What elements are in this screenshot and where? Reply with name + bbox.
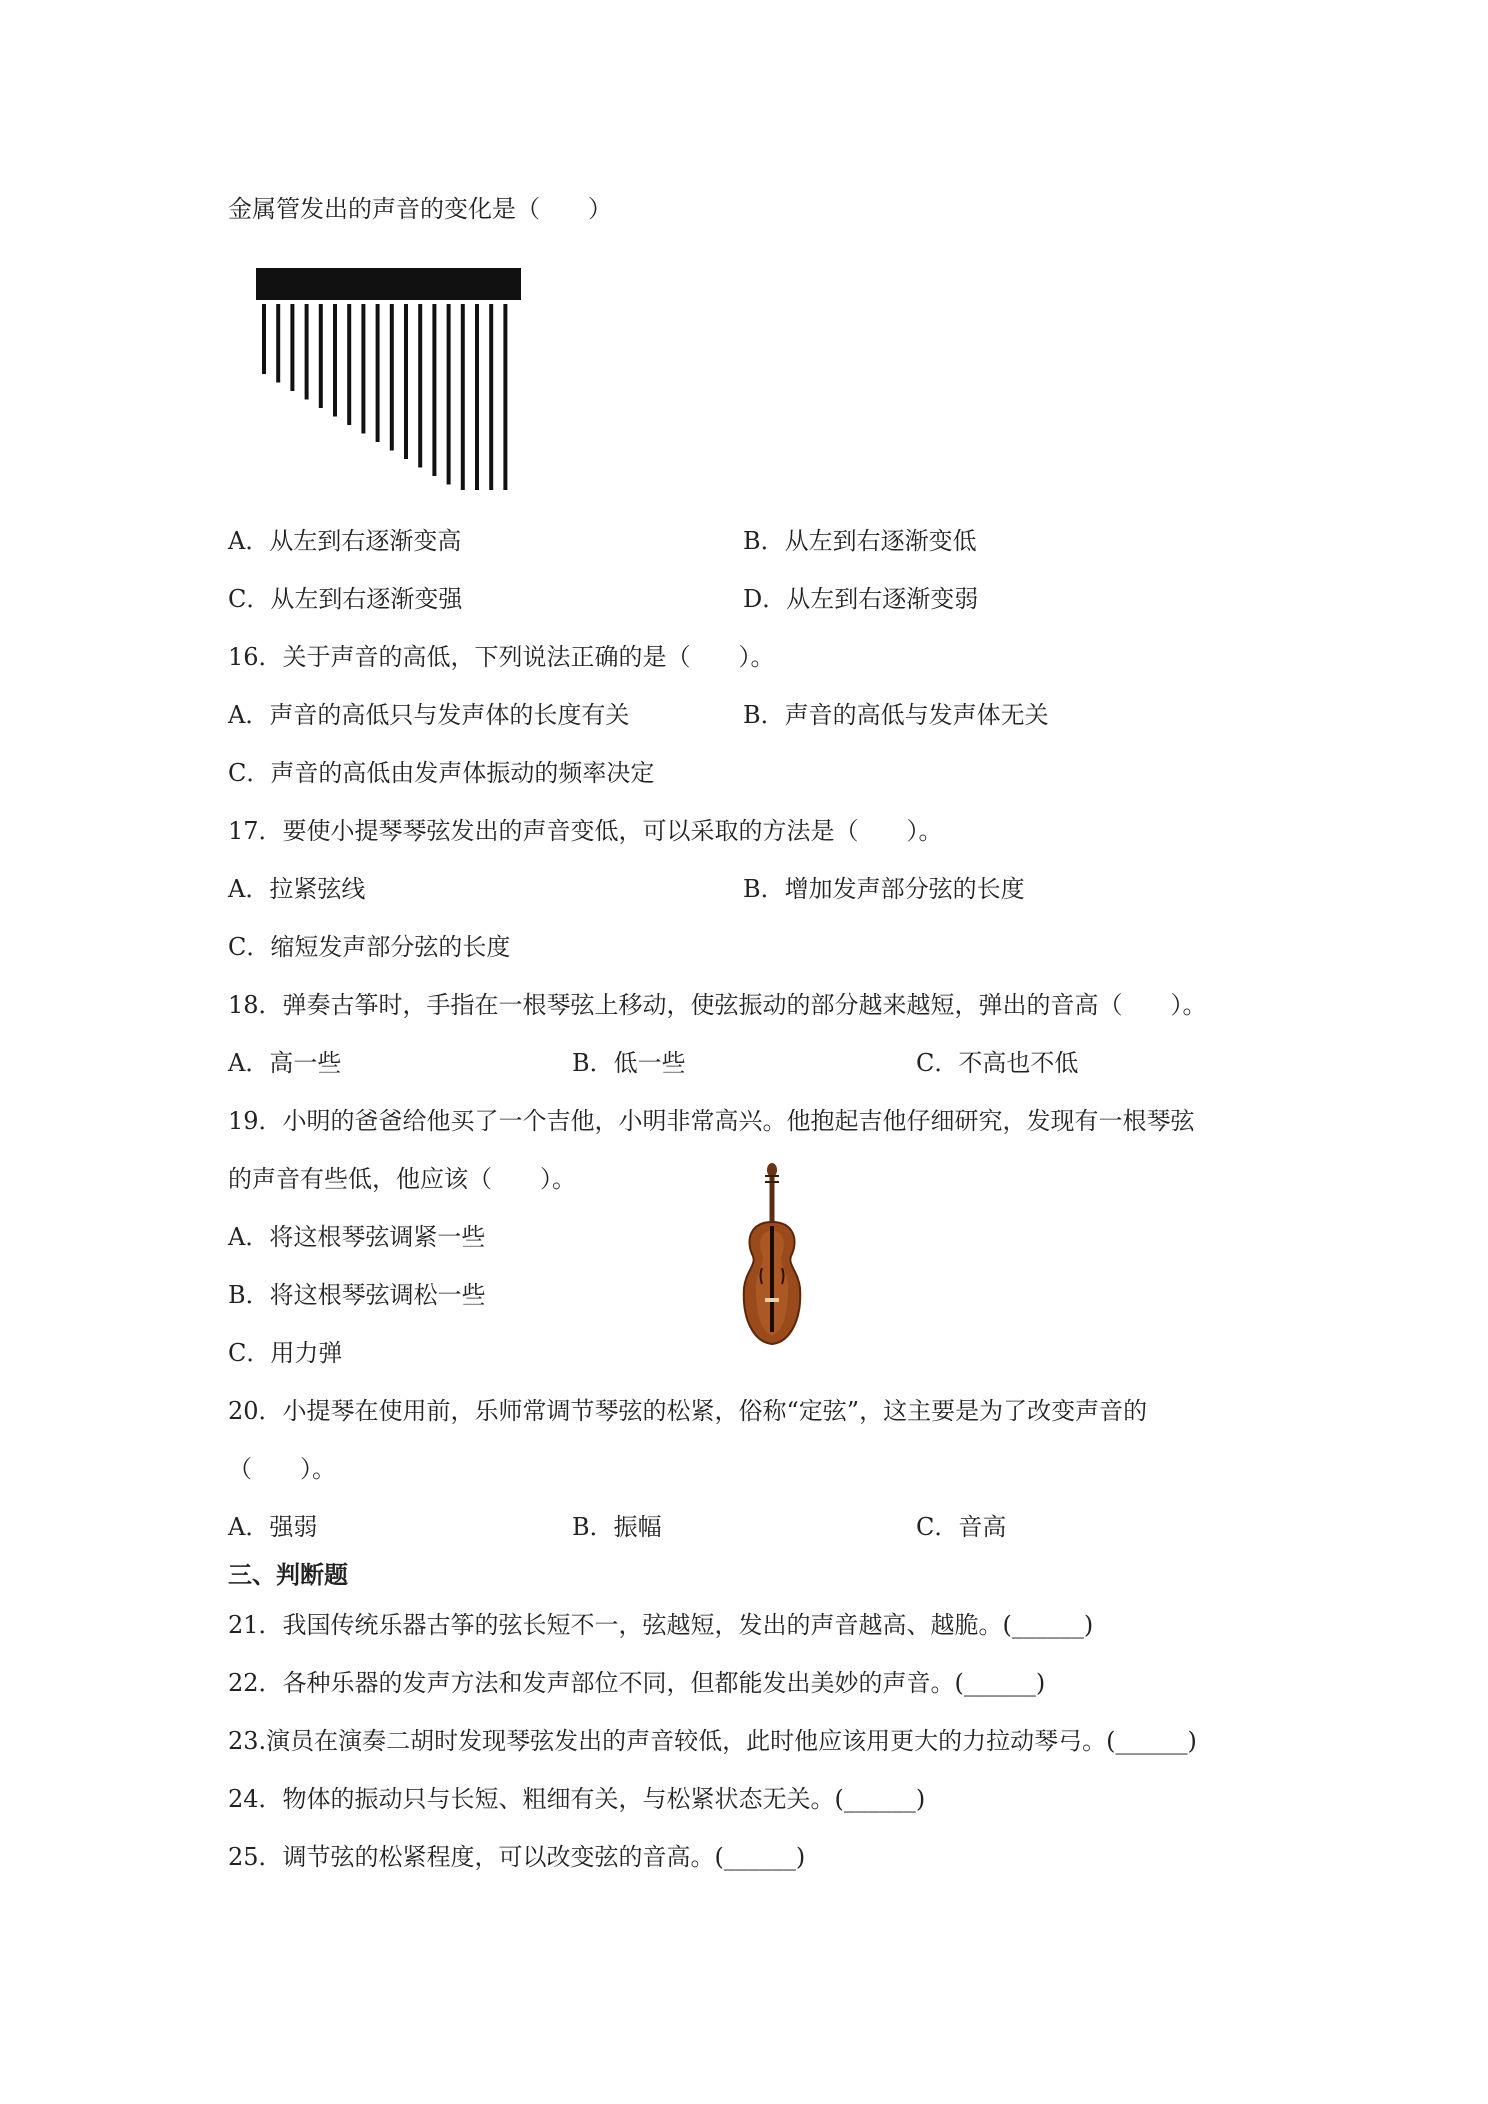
q16-option-a[interactable]: A．声音的高低只与发声体的长度有关 bbox=[228, 701, 630, 729]
q18-option-a[interactable]: A．高一些 bbox=[228, 1049, 342, 1077]
q24-statement: 24．物体的振动只与长短、粗细有关，与松紧状态无关。(______) bbox=[228, 1785, 926, 1813]
q18-option-c[interactable]: C．不高也不低 bbox=[916, 1049, 1079, 1077]
q20-option-a[interactable]: A．强弱 bbox=[228, 1513, 318, 1541]
q19-option-b[interactable]: B．将这根琴弦调松一些 bbox=[228, 1281, 486, 1309]
q15-option-a[interactable]: A．从左到右逐渐变高 bbox=[228, 527, 462, 555]
q16-option-c[interactable]: C．声音的高低由发声体振动的频率决定 bbox=[228, 759, 655, 787]
metal-tubes bbox=[264, 304, 505, 490]
q20-stem-line1: 20．小提琴在使用前，乐师常调节琴弦的松紧，俗称“定弦”，这主要是为了改变声音的 bbox=[228, 1397, 1148, 1425]
q20-option-b[interactable]: B．振幅 bbox=[572, 1513, 662, 1541]
q15-stem: 金属管发出的声音的变化是（ ） bbox=[228, 195, 612, 223]
q16-stem: 16．关于声音的高低，下列说法正确的是（ ）。 bbox=[228, 643, 775, 671]
q16-option-b[interactable]: B．声音的高低与发声体无关 bbox=[743, 701, 1049, 729]
q15-option-d[interactable]: D．从左到右逐渐变弱 bbox=[743, 585, 979, 613]
q19-option-c[interactable]: C．用力弹 bbox=[228, 1339, 343, 1367]
wind-chimes-image bbox=[246, 258, 526, 490]
section-heading-judgment: 三、判断题 bbox=[228, 1560, 348, 1589]
q19-stem-line1: 19．小明的爸爸给他买了一个吉他，小明非常高兴。他抱起吉他仔细研究，发现有一根琴弦 bbox=[228, 1107, 1195, 1135]
q19-stem-line2: 的声音有些低，他应该（ ）。 bbox=[228, 1165, 576, 1193]
q18-option-b[interactable]: B．低一些 bbox=[572, 1049, 686, 1077]
q15-option-b[interactable]: B．从左到右逐渐变低 bbox=[743, 527, 977, 555]
q17-stem: 17．要使小提琴琴弦发出的声音变低，可以采取的方法是（ ）。 bbox=[228, 817, 943, 845]
q17-option-c[interactable]: C．缩短发声部分弦的长度 bbox=[228, 933, 511, 961]
q15-option-c[interactable]: C．从左到右逐渐变强 bbox=[228, 585, 463, 613]
q17-option-b[interactable]: B．增加发声部分弦的长度 bbox=[743, 875, 1025, 903]
q20-stem-line2: （ ）。 bbox=[228, 1455, 336, 1483]
q20-option-c[interactable]: C．音高 bbox=[916, 1513, 1007, 1541]
q19-option-a[interactable]: A．将这根琴弦调紧一些 bbox=[228, 1223, 486, 1251]
q21-statement: 21．我国传统乐器古筝的弦长短不一，弦越短，发出的声音越高、越脆。(______) bbox=[228, 1611, 1094, 1639]
q23-statement: 23.演员在演奏二胡时发现琴弦发出的声音较低，此时他应该用更大的力拉动琴弓。(______) bbox=[228, 1727, 1197, 1755]
q18-stem: 18．弹奏古筝时，手指在一根琴弦上移动，使弦振动的部分越来越短，弹出的音高（ ）。 bbox=[228, 991, 1207, 1019]
q17-option-a[interactable]: A．拉紧弦线 bbox=[228, 875, 366, 903]
violin-image bbox=[732, 1160, 812, 1350]
q22-statement: 22．各种乐器的发声方法和发声部位不同，但都能发出美妙的声音。(______) bbox=[228, 1669, 1046, 1697]
q25-statement: 25．调节弦的松紧程度，可以改变弦的音高。(______) bbox=[228, 1843, 806, 1871]
